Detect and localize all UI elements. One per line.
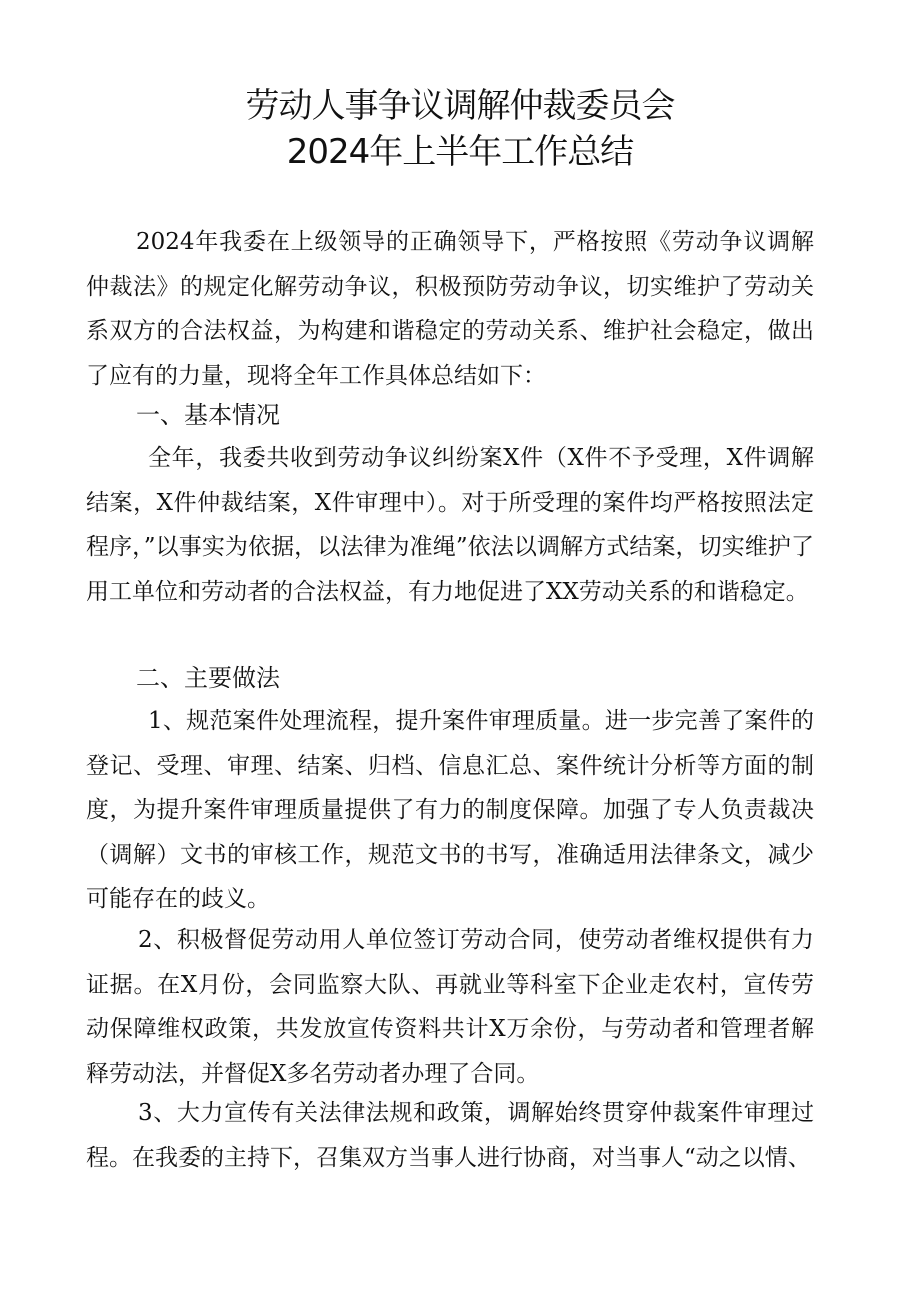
intro-paragraph: 2024年我委在上级领导的正确领导下，严格按照《劳动争议调解仲裁法》的规定化解劳动争议，积极预防劳动争议，切实维护了劳动关系双方的合法权益，为构建和谐稳定的劳动关系、维护社会稳定，做出了应有的力量，现将全年工作具体总结如下： <box>86 229 814 389</box>
method-item-3: 3、大力宣传有关法律法规和政策，调解始终贯穿仲裁案件审理过程。在我委的主持下，召集双方当事人进行协商，对当事人“动之以情、 <box>86 1100 814 1171</box>
section-heading-methods: 二、主要做法 <box>136 664 280 692</box>
document-title-line1: 劳动人事争议调解仲裁委员会 <box>245 86 675 126</box>
document-title-line2: 2024年上半年工作总结 <box>286 132 634 172</box>
method-item-2: 2、积极督促劳动用人单位签订劳动合同，使劳动者维权提供有力证据。在X月份，会同监察大队、再就业等科室下企业走农村，宣传劳动保障维权政策，共发放宣传资料共计X万余份，与劳动者和管理者解释劳动法，并督促X多名劳动者办理了合同。 <box>86 927 814 1087</box>
basic-situation-paragraph: 全年，我委共收到劳动争议纠纷案X件（X件不予受理，X件调解结案，X件仲裁结案，X件审理中）。对于所受理的案件均严格按照法定程序，”以事实为依据，以法律为准绳”依法以调解方式结案，切实维护了用工单位和劳动者的合法权益，有力地促进了XX劳动关系的和谐稳定。 <box>86 445 814 605</box>
section-heading-basic: 一、基本情况 <box>136 401 280 429</box>
method-item-1: 1、规范案件处理流程，提升案件审理质量。进一步完善了案件的登记、受理、审理、结案、归档、信息汇总、案件统计分析等方面的制度，为提升案件审理质量提供了有力的制度保障。加强了专人负责裁决（调解）文书的审核工作，规范文书的书写，准确适用法律条文，减少可能存在的歧义。 <box>86 708 814 912</box>
